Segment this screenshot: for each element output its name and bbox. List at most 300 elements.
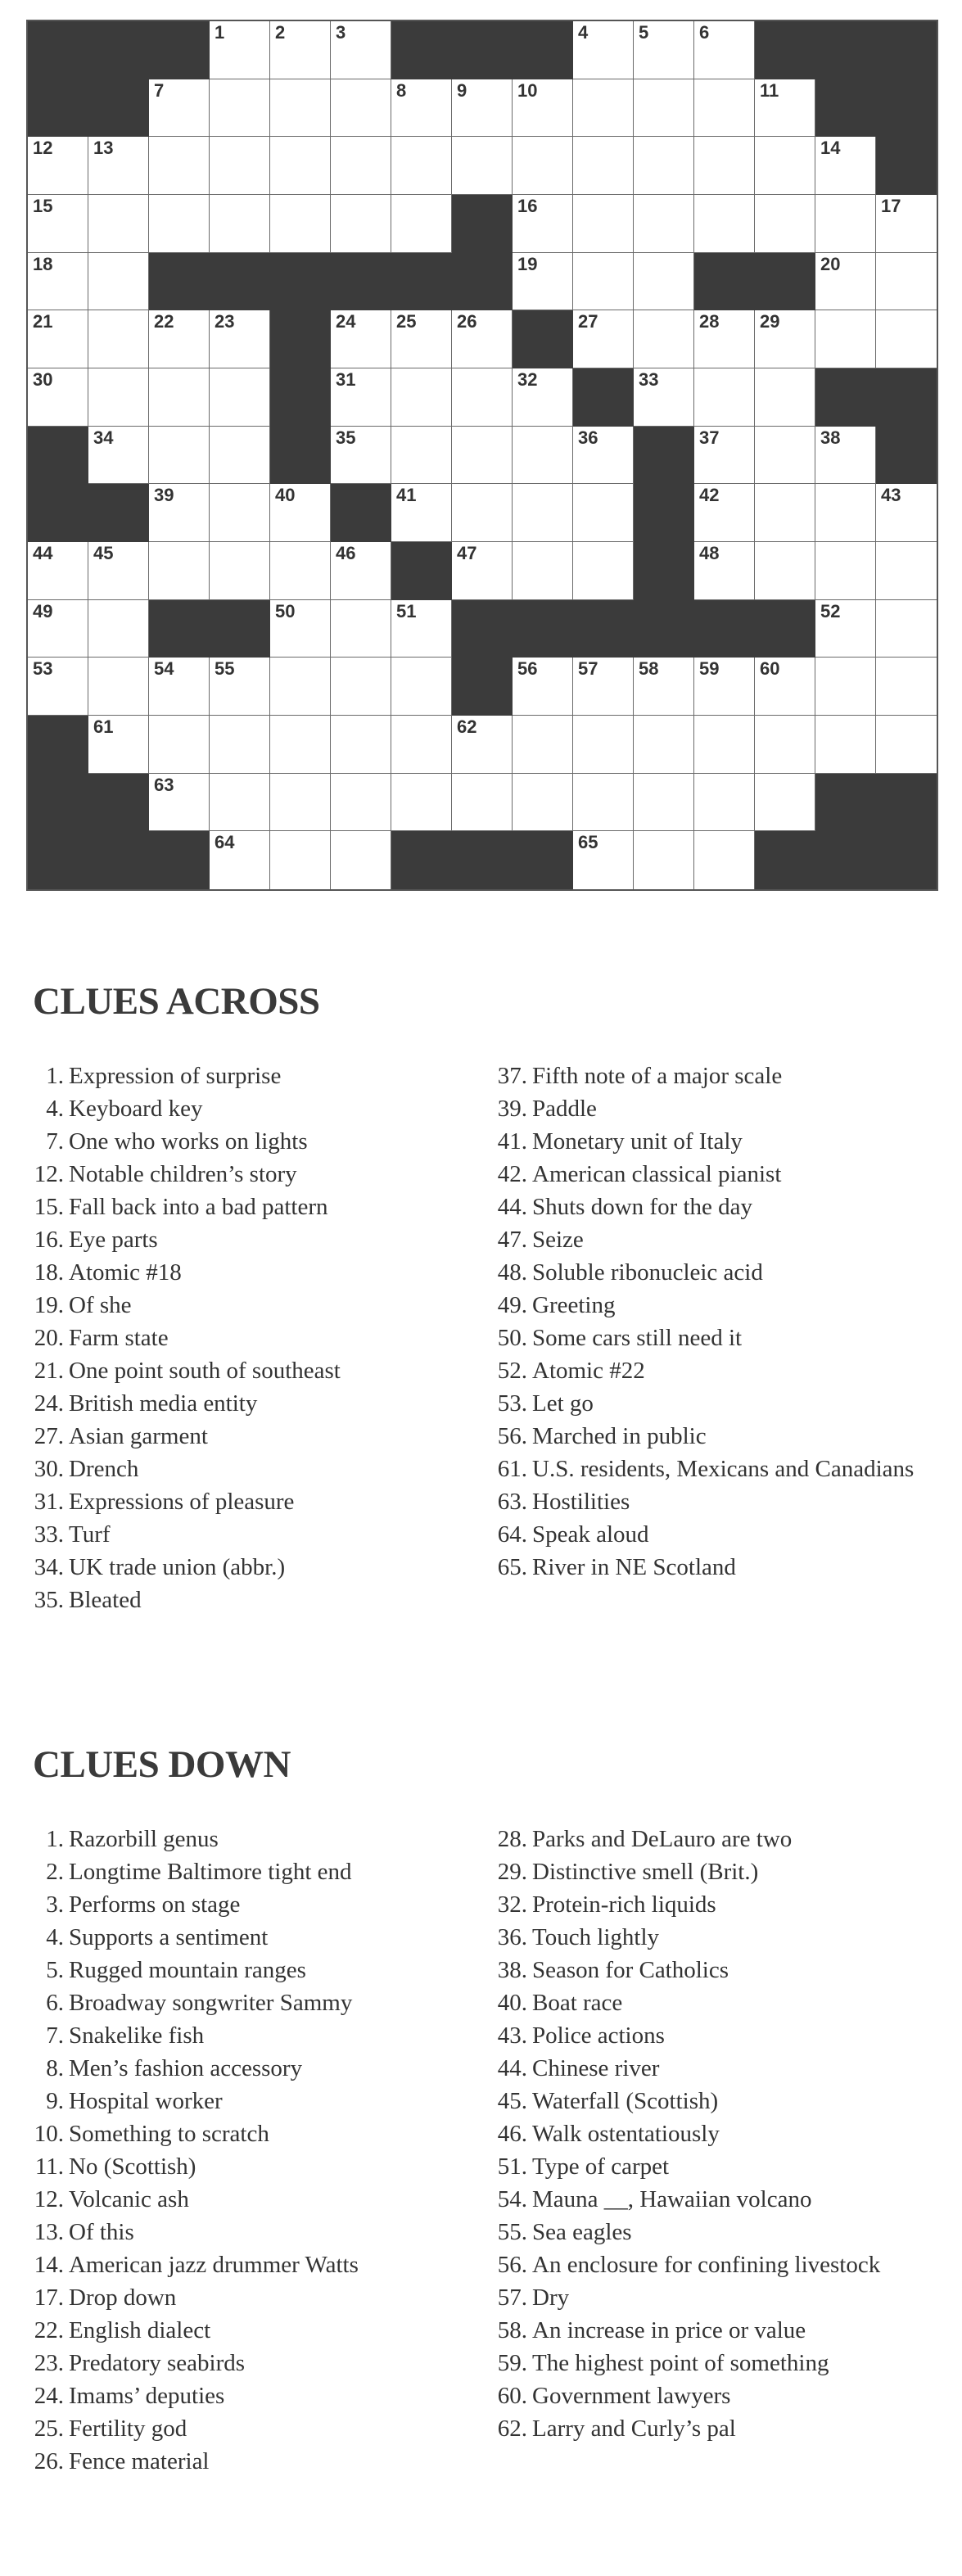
- grid-cell[interactable]: [331, 195, 391, 253]
- grid-block: [149, 253, 210, 311]
- clue-item-text: Atomic #18: [69, 1259, 182, 1286]
- clue-item-number: 48.: [497, 1259, 527, 1286]
- grid-cell[interactable]: [876, 542, 937, 600]
- grid-cell[interactable]: [755, 368, 815, 427]
- grid-cell[interactable]: [573, 79, 634, 138]
- clue-item: [496, 1823, 938, 1855]
- clue-item: [33, 1191, 475, 1223]
- grid-cell[interactable]: [573, 484, 634, 542]
- grid-cell[interactable]: [634, 310, 694, 368]
- clue-item-text: Hospital worker: [69, 2088, 223, 2114]
- grid-cell[interactable]: [210, 21, 270, 79]
- grid-cell[interactable]: [694, 310, 755, 368]
- clue-number: 3: [336, 22, 346, 43]
- grid-cell[interactable]: [149, 484, 210, 542]
- grid-cell[interactable]: [876, 600, 937, 658]
- grid-cell[interactable]: [815, 542, 876, 600]
- clue-item-text: Keyboard key: [69, 1096, 203, 1122]
- clue-item: [496, 2379, 938, 2412]
- clue-item-number: 20.: [34, 1325, 64, 1351]
- clue-item-number: 61.: [497, 1456, 527, 1482]
- grid-cell[interactable]: [634, 658, 694, 716]
- grid-cell[interactable]: [331, 542, 391, 600]
- clue-item-number: 35.: [34, 1587, 64, 1613]
- grid-cell[interactable]: [391, 774, 452, 832]
- clue-item-text: Of she: [69, 1292, 132, 1318]
- grid-cell[interactable]: [876, 716, 937, 774]
- clue-item: [33, 2019, 475, 2052]
- clue-item: [33, 1354, 475, 1387]
- grid-cell[interactable]: [28, 137, 88, 195]
- grid-cell[interactable]: [391, 427, 452, 485]
- grid-cell[interactable]: [149, 79, 210, 138]
- grid-cell[interactable]: [694, 658, 755, 716]
- grid-cell[interactable]: [815, 716, 876, 774]
- grid-cell[interactable]: [88, 542, 149, 600]
- grid-cell[interactable]: [210, 137, 270, 195]
- clue-item-number: 59.: [497, 2350, 527, 2376]
- grid-cell[interactable]: [573, 542, 634, 600]
- grid-cell[interactable]: [513, 79, 573, 138]
- clue-item: [33, 1986, 475, 2019]
- grid-cell[interactable]: [755, 79, 815, 138]
- clue-item-number: 2.: [46, 1859, 64, 1885]
- grid-cell[interactable]: [210, 658, 270, 716]
- grid-cell[interactable]: [694, 831, 755, 889]
- grid-block: [210, 600, 270, 658]
- grid-cell[interactable]: [452, 137, 513, 195]
- grid-cell[interactable]: [270, 658, 331, 716]
- clue-number: 65: [578, 832, 598, 853]
- grid-block: [28, 831, 88, 889]
- clue-item-text: Notable children’s story: [69, 1161, 297, 1187]
- grid-cell[interactable]: [694, 484, 755, 542]
- clue-number: 13: [93, 138, 114, 159]
- grid-cell[interactable]: [28, 253, 88, 311]
- grid-block: [149, 21, 210, 79]
- clue-number: 55: [215, 658, 235, 680]
- grid-cell[interactable]: [452, 716, 513, 774]
- grid-cell[interactable]: [876, 195, 937, 253]
- grid-block: [270, 310, 331, 368]
- clue-item: [33, 2085, 475, 2117]
- grid-cell[interactable]: [270, 137, 331, 195]
- grid-cell[interactable]: [634, 137, 694, 195]
- clue-item-number: 37.: [497, 1063, 527, 1089]
- grid-cell[interactable]: [331, 368, 391, 427]
- clue-number: 33: [639, 368, 659, 390]
- grid-block: [815, 21, 876, 79]
- grid-block: [452, 21, 513, 79]
- grid-cell[interactable]: [634, 716, 694, 774]
- clue-item-number: 56.: [497, 2252, 527, 2278]
- grid-cell[interactable]: [88, 310, 149, 368]
- grid-cell[interactable]: [270, 716, 331, 774]
- grid-cell[interactable]: [694, 195, 755, 253]
- down-clues-left: [33, 1823, 475, 2478]
- grid-cell[interactable]: [28, 195, 88, 253]
- grid-cell[interactable]: [634, 21, 694, 79]
- grid-cell[interactable]: [391, 716, 452, 774]
- grid-cell[interactable]: [815, 427, 876, 485]
- grid-cell[interactable]: [88, 716, 149, 774]
- grid-cell[interactable]: [270, 195, 331, 253]
- grid-cell[interactable]: [755, 774, 815, 832]
- grid-cell[interactable]: [452, 310, 513, 368]
- clue-item-text: U.S. residents, Mexicans and Canadians: [532, 1456, 915, 1482]
- grid-block: [815, 79, 876, 138]
- clue-item-text: Expression of surprise: [69, 1063, 282, 1089]
- clue-item-number: 1.: [46, 1063, 64, 1089]
- grid-cell[interactable]: [331, 310, 391, 368]
- grid-cell[interactable]: [210, 195, 270, 253]
- clue-item-number: 30.: [34, 1456, 64, 1482]
- grid-cell[interactable]: [88, 658, 149, 716]
- grid-cell[interactable]: [210, 716, 270, 774]
- grid-cell[interactable]: [573, 21, 634, 79]
- grid-cell[interactable]: [88, 137, 149, 195]
- grid-block: [876, 79, 937, 138]
- clue-number: 22: [154, 311, 174, 332]
- grid-cell[interactable]: [634, 368, 694, 427]
- grid-block: [573, 368, 634, 427]
- grid-block: [210, 253, 270, 311]
- grid-cell[interactable]: [149, 368, 210, 427]
- grid-cell[interactable]: [815, 310, 876, 368]
- clue-item-number: 52.: [497, 1358, 527, 1384]
- grid-cell[interactable]: [270, 774, 331, 832]
- grid-cell[interactable]: [28, 658, 88, 716]
- grid-cell[interactable]: [755, 484, 815, 542]
- clue-item-number: 40.: [497, 1990, 527, 2016]
- clue-item: [496, 1921, 938, 1954]
- clue-item-text: Monetary unit of Italy: [532, 1128, 743, 1155]
- grid-cell[interactable]: [573, 427, 634, 485]
- grid-cell[interactable]: [391, 195, 452, 253]
- clue-number: 29: [760, 311, 780, 332]
- grid-cell[interactable]: [149, 774, 210, 832]
- grid-cell[interactable]: [513, 716, 573, 774]
- grid-cell[interactable]: [331, 427, 391, 485]
- clue-number: 21: [33, 311, 53, 332]
- grid-cell[interactable]: [755, 427, 815, 485]
- clue-item-text: Farm state: [69, 1325, 169, 1351]
- grid-block: [331, 253, 391, 311]
- clue-item-number: 25.: [34, 2416, 64, 2442]
- grid-cell[interactable]: [331, 774, 391, 832]
- clue-item-text: Mauna __, Hawaiian volcano: [532, 2186, 812, 2212]
- grid-cell[interactable]: [694, 774, 755, 832]
- grid-cell[interactable]: [210, 831, 270, 889]
- grid-cell[interactable]: [513, 368, 573, 427]
- grid-cell[interactable]: [634, 253, 694, 311]
- grid-cell[interactable]: [573, 253, 634, 311]
- grid-block: [28, 21, 88, 79]
- clue-item-number: 17.: [34, 2285, 64, 2311]
- clue-number: 27: [578, 311, 598, 332]
- grid-cell[interactable]: [755, 137, 815, 195]
- grid-cell[interactable]: [452, 79, 513, 138]
- clue-item-text: Broadway songwriter Sammy: [69, 1990, 353, 2016]
- grid-cell[interactable]: [452, 427, 513, 485]
- clue-item: [496, 1485, 938, 1518]
- clue-number: 59: [699, 658, 720, 680]
- clue-item: [496, 1092, 938, 1125]
- grid-cell[interactable]: [149, 427, 210, 485]
- clue-item-number: 33.: [34, 1521, 64, 1548]
- clue-item-number: 24.: [34, 2383, 64, 2409]
- clue-item: [33, 2379, 475, 2412]
- clue-item: [496, 1354, 938, 1387]
- grid-cell[interactable]: [513, 542, 573, 600]
- grid-cell[interactable]: [513, 253, 573, 311]
- grid-cell[interactable]: [210, 774, 270, 832]
- clue-item: [33, 1551, 475, 1584]
- grid-cell[interactable]: [270, 21, 331, 79]
- grid-cell[interactable]: [573, 195, 634, 253]
- clue-item: [33, 2150, 475, 2183]
- grid-cell[interactable]: [88, 195, 149, 253]
- grid-cell[interactable]: [694, 368, 755, 427]
- clue-number: 23: [215, 311, 235, 332]
- clue-item-number: 21.: [34, 1358, 64, 1384]
- clue-item: [33, 2117, 475, 2150]
- clue-item-number: 51.: [497, 2153, 527, 2180]
- grid-cell[interactable]: [452, 774, 513, 832]
- clue-item: [496, 1191, 938, 1223]
- clue-item-text: River in NE Scotland: [532, 1554, 736, 1580]
- grid-cell[interactable]: [210, 368, 270, 427]
- clue-item-text: Government lawyers: [532, 2383, 731, 2409]
- grid-cell[interactable]: [755, 195, 815, 253]
- grid-cell[interactable]: [815, 253, 876, 311]
- grid-cell[interactable]: [149, 716, 210, 774]
- grid-cell[interactable]: [210, 427, 270, 485]
- clue-item-number: 18.: [34, 1259, 64, 1286]
- grid-cell[interactable]: [149, 195, 210, 253]
- clue-item: [496, 1518, 938, 1551]
- clue-item: [496, 2085, 938, 2117]
- grid-cell[interactable]: [815, 195, 876, 253]
- grid-cell[interactable]: [270, 484, 331, 542]
- grid-block: [815, 368, 876, 427]
- grid-block: [876, 137, 937, 195]
- grid-cell[interactable]: [149, 310, 210, 368]
- grid-cell[interactable]: [694, 79, 755, 138]
- grid-cell[interactable]: [513, 774, 573, 832]
- grid-cell[interactable]: [149, 658, 210, 716]
- grid-cell[interactable]: [815, 484, 876, 542]
- grid-cell[interactable]: [694, 21, 755, 79]
- grid-block: [452, 600, 513, 658]
- clue-item-number: 12.: [34, 2186, 64, 2212]
- grid-cell[interactable]: [573, 774, 634, 832]
- grid-cell[interactable]: [210, 310, 270, 368]
- grid-block: [876, 427, 937, 485]
- clue-item-text: The highest point of something: [532, 2350, 829, 2376]
- grid-cell[interactable]: [210, 484, 270, 542]
- grid-cell[interactable]: [331, 831, 391, 889]
- grid-cell[interactable]: [694, 716, 755, 774]
- clue-item: [496, 1387, 938, 1420]
- grid-cell[interactable]: [634, 831, 694, 889]
- clue-number: 10: [517, 79, 538, 101]
- grid-cell[interactable]: [270, 542, 331, 600]
- clue-item: [33, 2347, 475, 2379]
- grid-cell[interactable]: [513, 137, 573, 195]
- clue-item-number: 3.: [46, 1891, 64, 1918]
- grid-cell[interactable]: [331, 658, 391, 716]
- clue-item-number: 50.: [497, 1325, 527, 1351]
- clue-number: 31: [336, 368, 356, 390]
- grid-cell[interactable]: [694, 137, 755, 195]
- clue-item-number: 55.: [497, 2219, 527, 2245]
- clue-item-text: Bleated: [69, 1587, 142, 1613]
- grid-cell[interactable]: [149, 542, 210, 600]
- grid-cell[interactable]: [634, 195, 694, 253]
- clue-item-number: 4.: [46, 1924, 64, 1950]
- grid-cell[interactable]: [270, 831, 331, 889]
- grid-cell[interactable]: [815, 658, 876, 716]
- grid-cell[interactable]: [876, 658, 937, 716]
- grid-cell[interactable]: [876, 253, 937, 311]
- clue-item-text: Drench: [69, 1456, 139, 1482]
- grid-cell[interactable]: [28, 310, 88, 368]
- grid-cell[interactable]: [815, 137, 876, 195]
- grid-cell[interactable]: [391, 368, 452, 427]
- clue-number: 17: [881, 195, 901, 216]
- clue-number: 2: [275, 22, 286, 43]
- grid-cell[interactable]: [634, 774, 694, 832]
- clue-item-text: British media entity: [69, 1390, 258, 1417]
- clue-item-number: 53.: [497, 1390, 527, 1417]
- clue-item-text: Volcanic ash: [69, 2186, 189, 2212]
- grid-cell[interactable]: [331, 79, 391, 138]
- grid-cell[interactable]: [452, 542, 513, 600]
- clue-item-text: An increase in price or value: [532, 2317, 806, 2343]
- clue-number: 8: [396, 79, 407, 101]
- clue-number: 30: [33, 368, 53, 390]
- clue-number: 47: [457, 542, 477, 563]
- grid-cell[interactable]: [270, 79, 331, 138]
- grid-cell[interactable]: [513, 195, 573, 253]
- clue-item-text: American classical pianist: [532, 1161, 782, 1187]
- grid-block: [452, 195, 513, 253]
- grid-block: [755, 600, 815, 658]
- clue-item: [496, 1322, 938, 1354]
- grid-cell[interactable]: [513, 658, 573, 716]
- grid-cell[interactable]: [694, 427, 755, 485]
- clue-item-number: 41.: [497, 1128, 527, 1155]
- grid-cell[interactable]: [755, 310, 815, 368]
- grid-cell[interactable]: [331, 600, 391, 658]
- clue-item-number: 44.: [497, 1194, 527, 1220]
- grid-cell[interactable]: [331, 137, 391, 195]
- grid-cell[interactable]: [331, 21, 391, 79]
- grid-cell[interactable]: [391, 310, 452, 368]
- grid-block: [876, 21, 937, 79]
- grid-cell[interactable]: [391, 600, 452, 658]
- grid-cell[interactable]: [391, 658, 452, 716]
- clue-number: 20: [820, 253, 841, 274]
- grid-cell[interactable]: [573, 658, 634, 716]
- clue-item-number: 32.: [497, 1891, 527, 1918]
- clue-item: [496, 2347, 938, 2379]
- clue-item-number: 28.: [497, 1826, 527, 1852]
- clue-item: [33, 2248, 475, 2281]
- grid-cell[interactable]: [573, 716, 634, 774]
- clue-number: 24: [336, 311, 356, 332]
- grid-cell[interactable]: [331, 716, 391, 774]
- grid-block: [28, 774, 88, 832]
- grid-cell[interactable]: [88, 253, 149, 311]
- clue-item-text: Longtime Baltimore tight end: [69, 1859, 352, 1885]
- grid-block: [391, 831, 452, 889]
- clue-number: 7: [154, 79, 165, 101]
- clue-item: [496, 2183, 938, 2216]
- grid-block: [634, 542, 694, 600]
- clue-item-text: Predatory seabirds: [69, 2350, 246, 2376]
- grid-cell[interactable]: [88, 427, 149, 485]
- grid-cell[interactable]: [28, 542, 88, 600]
- grid-cell[interactable]: [391, 79, 452, 138]
- clue-number: 32: [517, 368, 538, 390]
- clue-item-number: 36.: [497, 1924, 527, 1950]
- grid-block: [513, 21, 573, 79]
- grid-block: [270, 368, 331, 427]
- grid-cell[interactable]: [694, 542, 755, 600]
- grid-cell[interactable]: [88, 368, 149, 427]
- grid-cell[interactable]: [573, 310, 634, 368]
- clue-item: [33, 2412, 475, 2445]
- grid-cell[interactable]: [876, 310, 937, 368]
- grid-cell[interactable]: [210, 79, 270, 138]
- grid-cell[interactable]: [28, 368, 88, 427]
- clue-item-text: Dry: [532, 2285, 570, 2311]
- clue-number: 64: [215, 832, 235, 853]
- grid-cell[interactable]: [513, 427, 573, 485]
- grid-cell[interactable]: [88, 600, 149, 658]
- clue-item-text: Seize: [532, 1227, 584, 1253]
- grid-cell[interactable]: [270, 600, 331, 658]
- grid-cell[interactable]: [452, 368, 513, 427]
- grid-cell[interactable]: [634, 79, 694, 138]
- clue-item-text: Supports a sentiment: [69, 1924, 269, 1950]
- clue-item-text: American jazz drummer Watts: [69, 2252, 359, 2278]
- clue-item-number: 13.: [34, 2219, 64, 2245]
- grid-cell[interactable]: [755, 658, 815, 716]
- grid-cell[interactable]: [513, 484, 573, 542]
- grid-cell[interactable]: [573, 137, 634, 195]
- grid-cell[interactable]: [210, 542, 270, 600]
- grid-cell[interactable]: [815, 600, 876, 658]
- grid-cell[interactable]: [755, 716, 815, 774]
- clue-number: 11: [760, 79, 779, 101]
- clue-item-text: Touch lightly: [532, 1924, 660, 1950]
- grid-cell[interactable]: [149, 137, 210, 195]
- grid-block: [149, 600, 210, 658]
- clue-number: 39: [154, 485, 174, 506]
- grid-block: [573, 600, 634, 658]
- grid-cell[interactable]: [755, 542, 815, 600]
- clue-number: 52: [820, 600, 841, 621]
- grid-cell[interactable]: [452, 484, 513, 542]
- grid-cell[interactable]: [28, 600, 88, 658]
- grid-cell[interactable]: [876, 484, 937, 542]
- grid-cell[interactable]: [391, 137, 452, 195]
- grid-cell[interactable]: [573, 831, 634, 889]
- grid-cell[interactable]: [391, 484, 452, 542]
